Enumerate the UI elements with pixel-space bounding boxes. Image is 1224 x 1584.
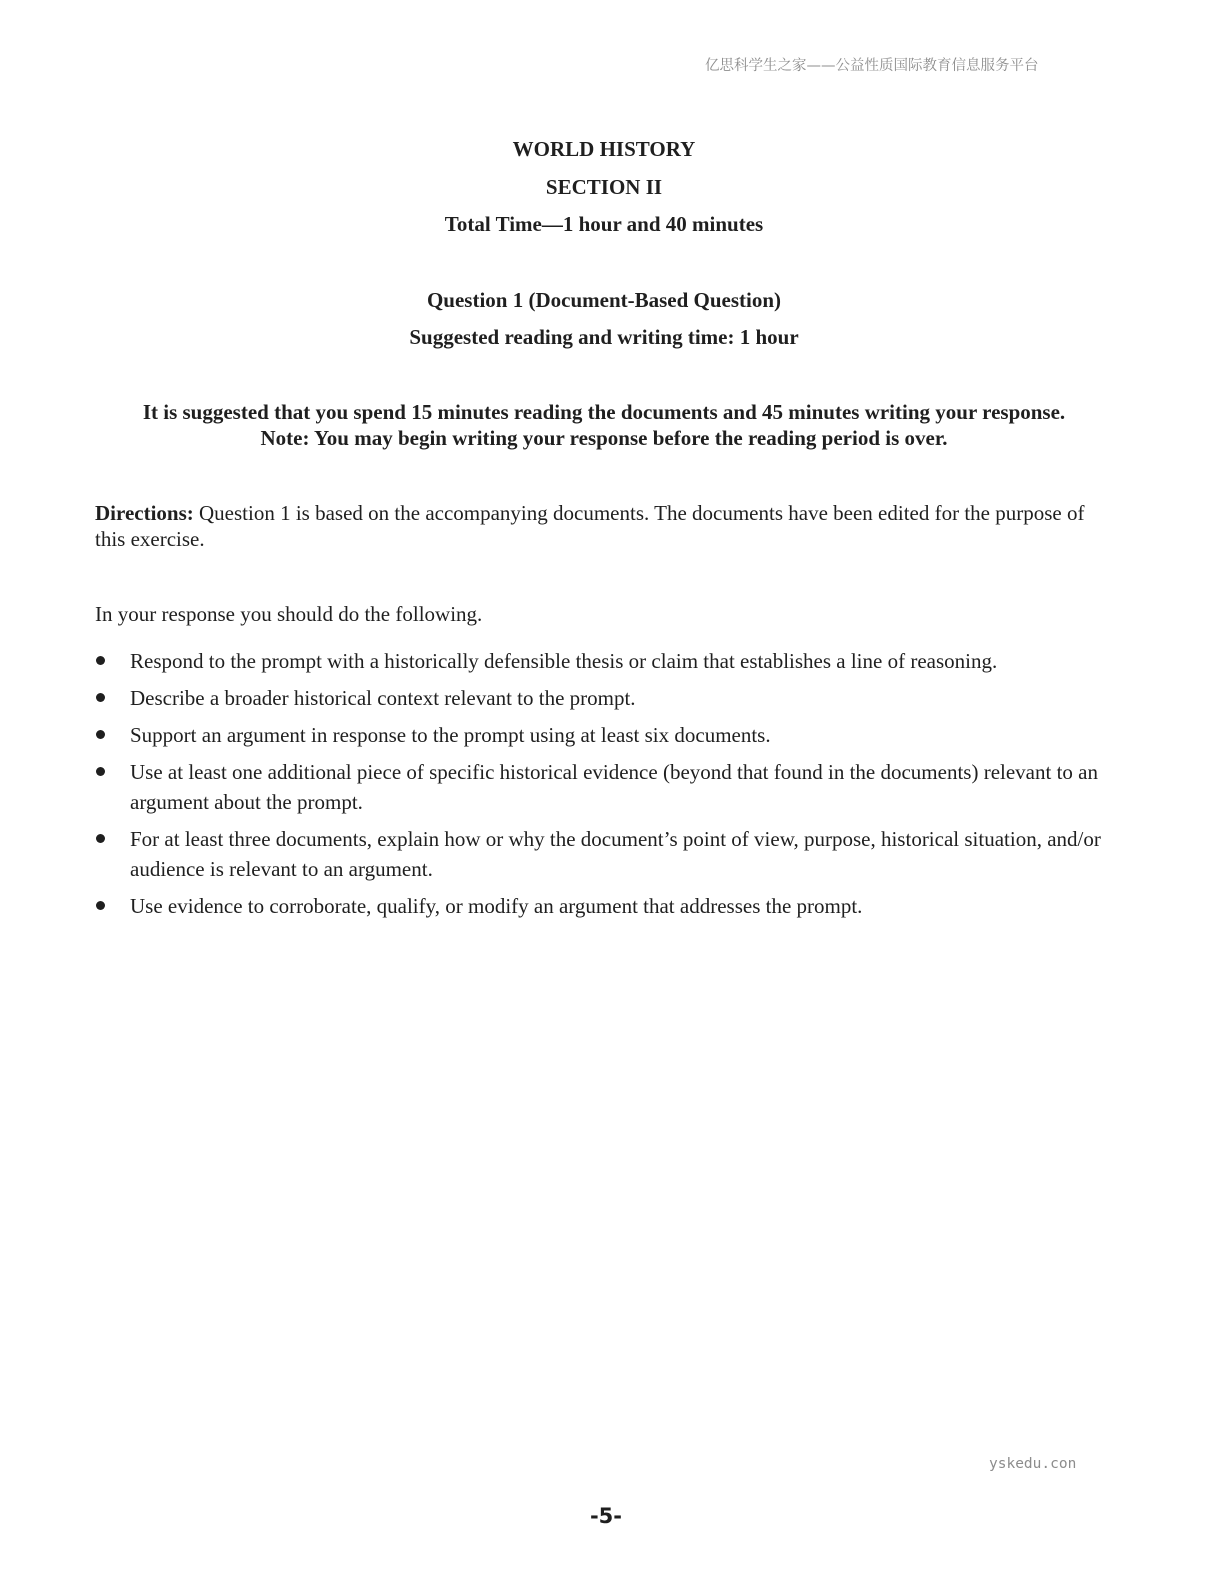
page-number: -5- xyxy=(589,1504,623,1528)
timing-notice-line-1: It is suggested that you spend 15 minutes reading the documents and 45 minutes writing your response. xyxy=(142,400,1066,424)
bullet-icon xyxy=(96,901,105,910)
task-item xyxy=(95,891,1115,921)
bullet-icon xyxy=(96,730,105,739)
task-text: For at least three documents, explain how or why the document’s point of view, purpose, historical situation, and/or audience is relevant to an argument. xyxy=(130,827,1101,881)
timing-notice xyxy=(0,399,1208,451)
directions-label: Directions: xyxy=(95,501,194,525)
watermark-footer: yskedu.con xyxy=(989,1456,1077,1472)
task-item xyxy=(95,720,1115,750)
bullet-icon xyxy=(96,834,105,843)
suggested-time: Suggested reading and writing time: 1 hour xyxy=(409,325,799,349)
subject-title: WORLD HISTORY xyxy=(512,137,696,161)
task-text: Support an argument in response to the prompt using at least six documents. xyxy=(130,723,771,747)
directions-text: Question 1 is based on the accompanying documents. The documents have been edited for the purpose of this exercise. xyxy=(95,501,1085,551)
bullet-icon xyxy=(96,693,105,702)
task-text: Use at least one additional piece of specific historical evidence (beyond that found in the documents) relevant to an argument about the prompt. xyxy=(130,760,1098,814)
intro-text: In your response you should do the following. xyxy=(95,602,483,626)
task-text: Describe a broader historical context relevant to the prompt. xyxy=(130,686,636,710)
bullet-icon xyxy=(96,767,105,776)
bullet-icon xyxy=(96,656,105,665)
task-item xyxy=(95,757,1115,817)
total-time: Total Time—1 hour and 40 minutes xyxy=(444,212,764,236)
timing-notice-line-2: Note: You may begin writing your response before the reading period is over. xyxy=(260,426,948,450)
task-list xyxy=(95,646,1115,928)
task-item xyxy=(95,824,1115,884)
watermark-header: 亿思科学生之家——公益性质国际教育信息服务平台 xyxy=(705,58,1039,74)
task-text: Use evidence to corroborate, qualify, or modify an argument that addresses the prompt. xyxy=(130,894,863,918)
task-text: Respond to the prompt with a historically defensible thesis or claim that establishes a line of reasoning. xyxy=(130,649,998,673)
task-item xyxy=(95,646,1115,676)
task-item xyxy=(95,683,1115,713)
question-title: Question 1 (Document-Based Question) xyxy=(426,288,782,312)
section-title: SECTION II xyxy=(545,175,663,199)
directions-paragraph xyxy=(95,500,1110,552)
